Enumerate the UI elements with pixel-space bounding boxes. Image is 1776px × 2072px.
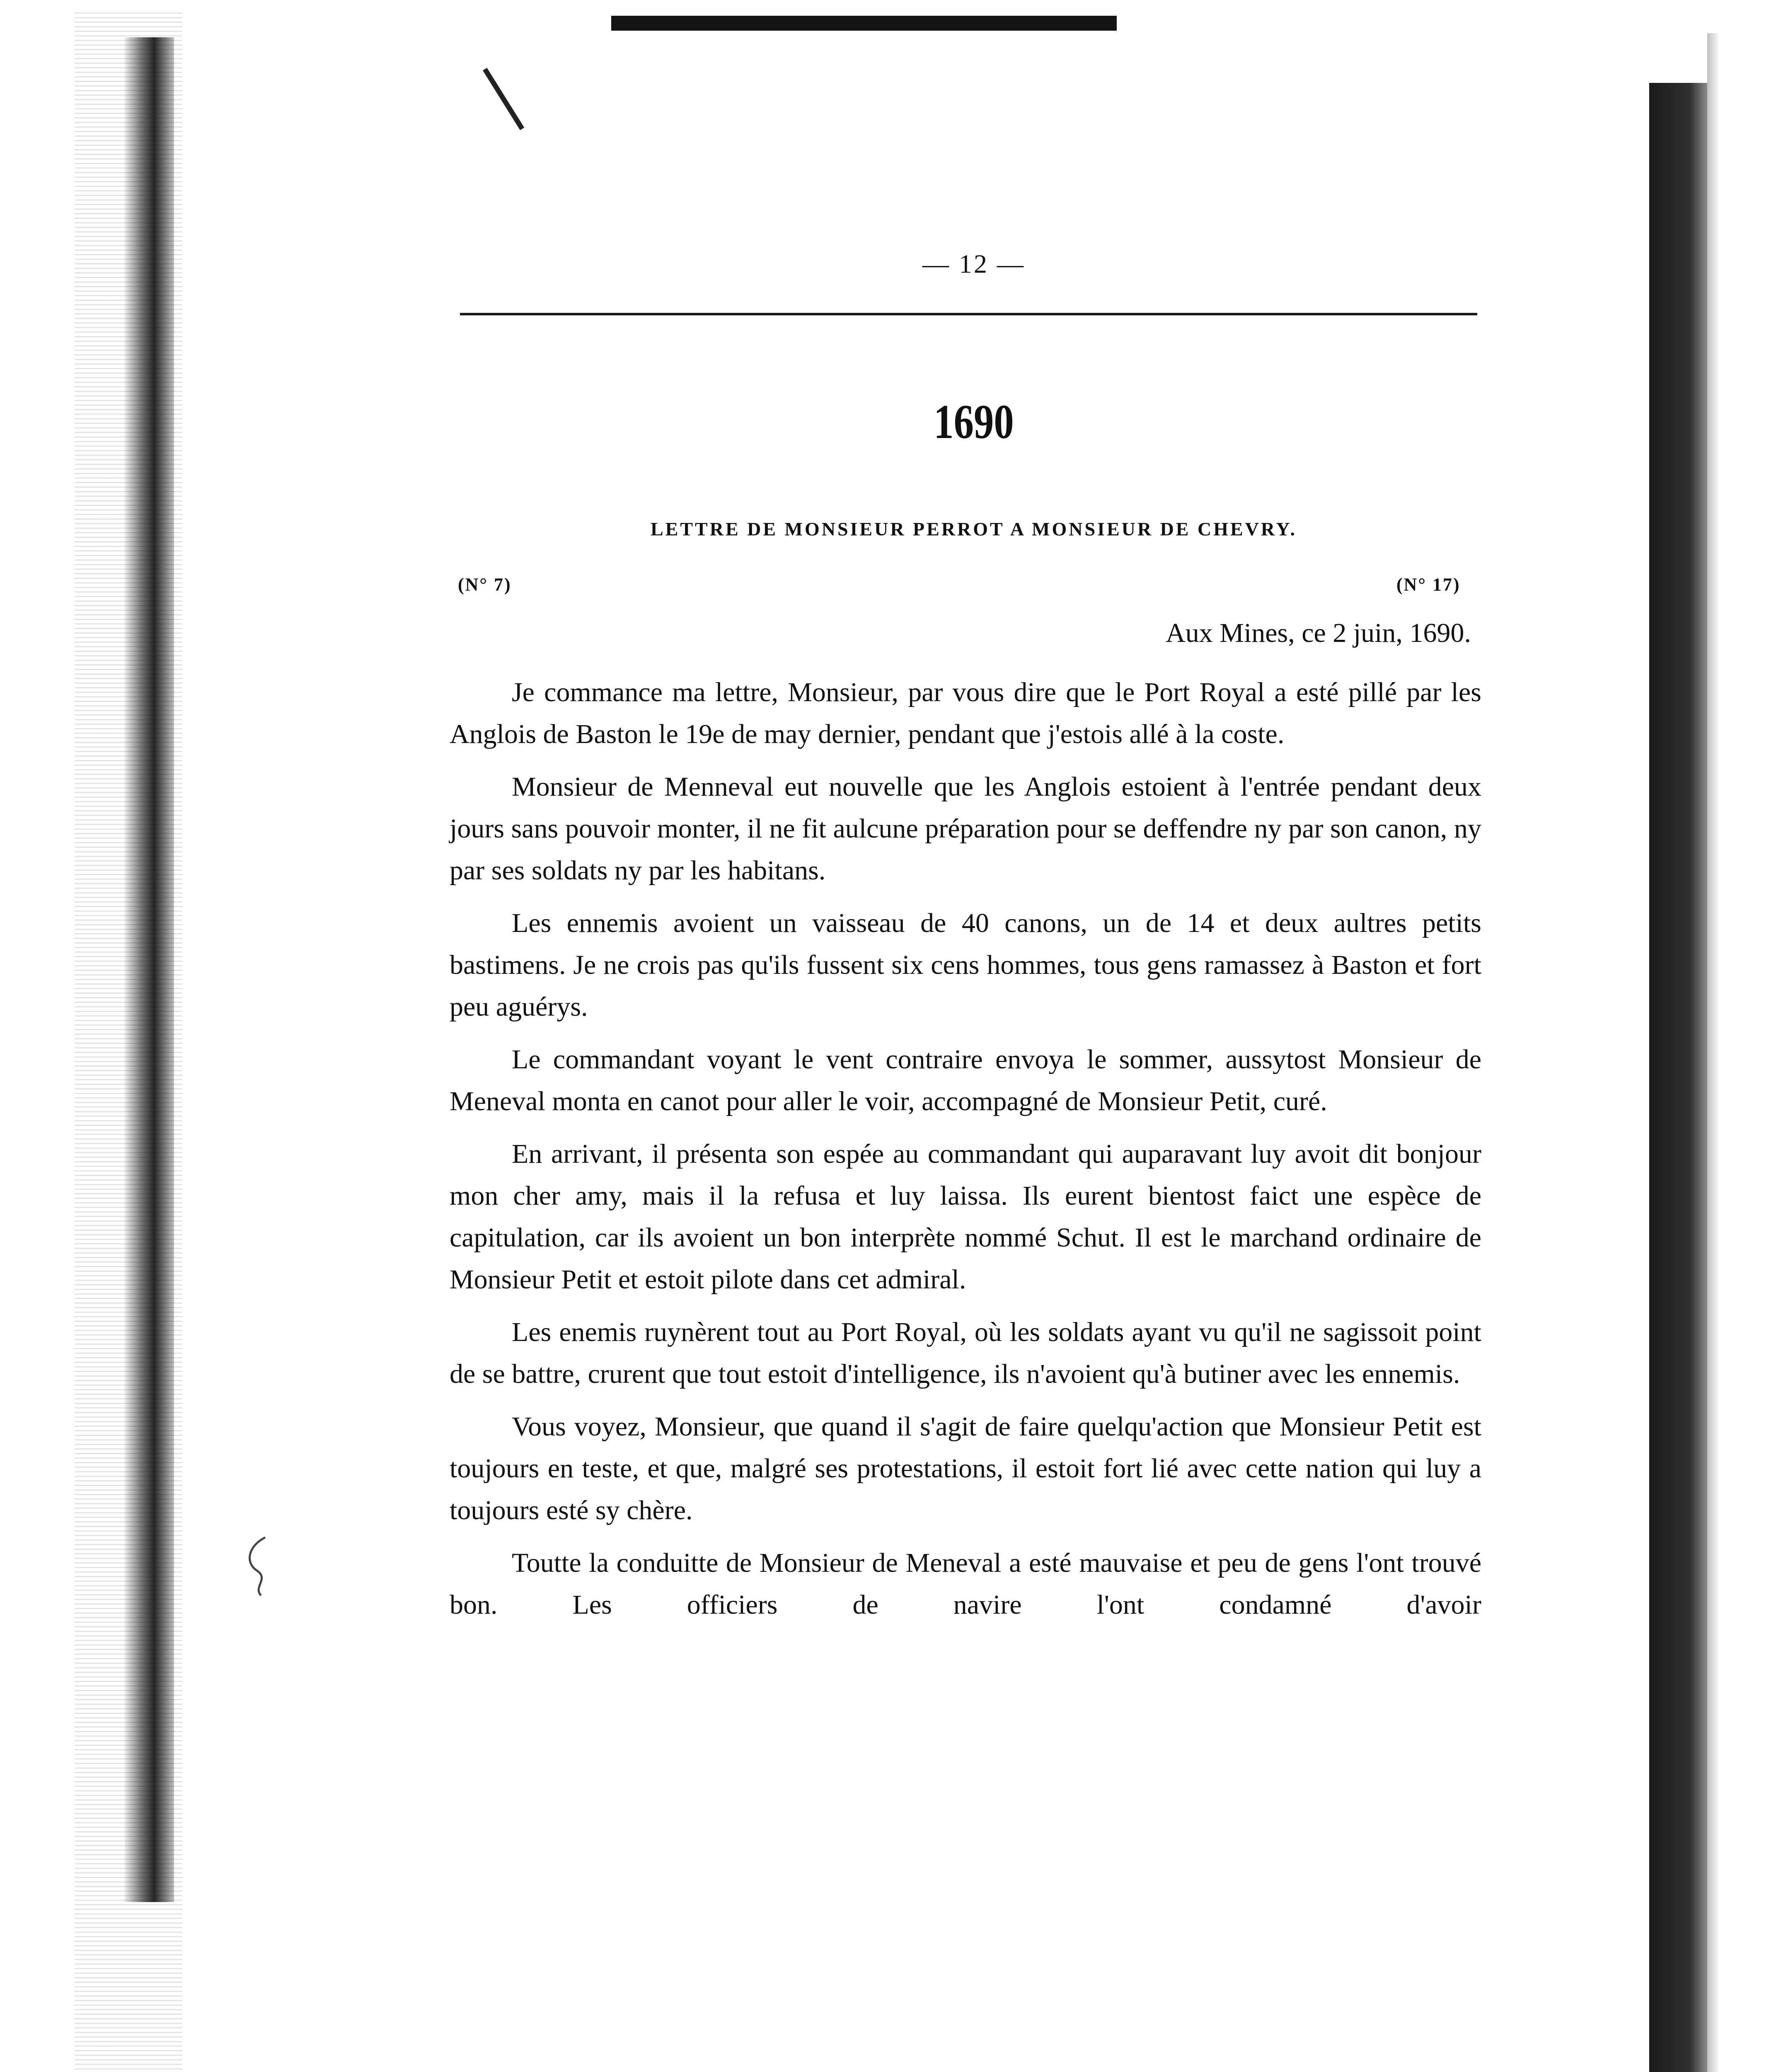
margin-scribble-icon	[240, 1533, 278, 1600]
paragraph: Vous voyez, Monsieur, que quand il s'agit de faire quelqu'action que Monsieur Petit est toujours en teste, et que, malgré ses protestations, il estoit fort lié avec cette nation qui luy a toujours esté sy chère.	[450, 1411, 1481, 1525]
header-rule	[460, 313, 1477, 315]
document-year: 1690	[934, 395, 1014, 449]
paragraph: Les enemis ruynèrent tout au Port Royal, où les soldats ayant vu qu'il ne sagissoit point de se battre, crurent que tout estoit d'intelligence, ils n'avoient qu'à butiner avec les ennemis.	[450, 1317, 1481, 1389]
paragraph: Toutte la conduitte de Monsieur de Meneval a esté mauvaise et peu de gens l'ont trouvé bon. Les officiers de navire l'ont condamné d'avoir	[450, 1548, 1481, 1620]
paragraph: Les ennemis avoient un vaisseau de 40 canons, un de 14 et deux aultres petits bastimens. Je ne crois pas qu'ils fussent six cens hommes, tous gens ramassez à Baston et fort peu aguérys.	[450, 908, 1481, 1022]
scan-top-bar	[611, 16, 1117, 31]
paragraph: En arrivant, il présenta son espée au commandant qui auparavant luy avoit dit bonjour mon cher amy, mais il la refusa et luy laissa. Ils eurent bientost faict une espèce de capitulation, car ils avoient un bon interprète nommé Schut. Il est le marchand ordinaire de Monsieur Petit et estoit pilote dans cet admiral.	[450, 1139, 1481, 1295]
scan-left-edge-shadow	[124, 37, 174, 1902]
scan-right-edge-fade	[1707, 33, 1720, 2072]
scan-right-edge-shadow	[1649, 83, 1707, 2072]
place-date-line: Aux Mines, ce 2 juin, 1690.	[1166, 618, 1471, 648]
paragraph: Je commance ma lettre, Monsieur, par vous dire que le Port Royal a esté pillé par les Anglois de Baston le 19e de may dernier, pendant que j'estois allé à la coste.	[450, 677, 1481, 749]
paragraph: Le commandant voyant le vent contraire envoya le sommer, aussytost Monsieur de Meneval monta en canot pour aller le voir, accompagné de Monsieur Petit, curé.	[450, 1044, 1481, 1116]
document-number-left: (N° 7)	[458, 574, 512, 595]
letter-body	[450, 671, 1481, 1636]
document-number-right: (N° 17)	[1396, 574, 1461, 595]
paragraph: Monsieur de Menneval eut nouvelle que les Anglois estoient à l'entrée pendant deux jours sans pouvoir monter, il ne fit aulcune préparation pour se deffendre ny par son canon, ny par ses soldats ny par les habitans.	[450, 772, 1481, 886]
letter-title: LETTRE DE MONSIEUR PERROT A MONSIEUR DE CHEVRY.	[651, 518, 1297, 540]
page-number: — 12 —	[922, 249, 1025, 278]
pen-stroke-mark	[483, 68, 524, 131]
